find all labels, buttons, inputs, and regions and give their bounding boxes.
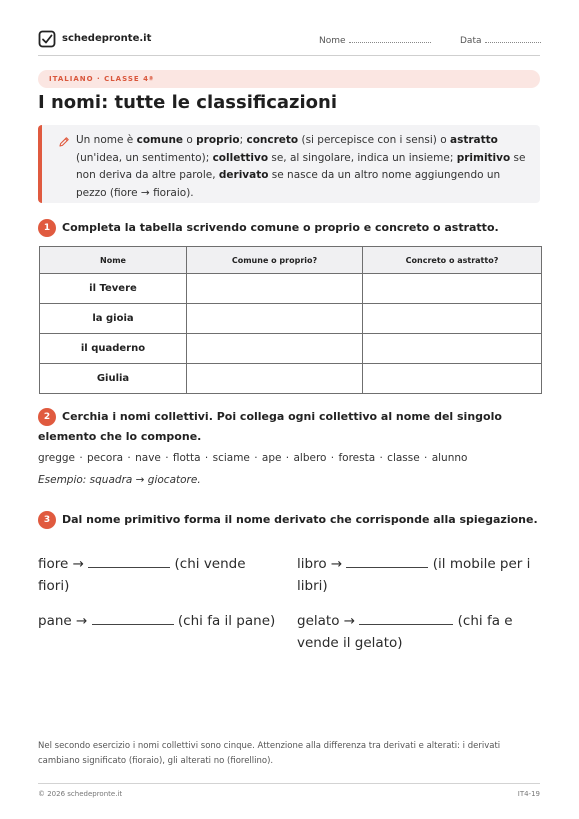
- name-blank[interactable]: [349, 35, 431, 43]
- page-footer: [38, 783, 540, 798]
- derivation-hint: (chi vende fiori): [38, 556, 246, 594]
- answer-cell[interactable]: [187, 304, 363, 334]
- word-list: gregge · pecora · nave · flotta · sciame · ape · albero · foresta · classe · alunno: [38, 452, 468, 464]
- answer-cell[interactable]: [363, 364, 542, 394]
- page-title: I nomi: tutte le classificazioni: [38, 92, 338, 113]
- exercise-3-text: Dal nome primitivo forma il nome derivato che corrisponde alla spiegazione.: [62, 513, 538, 526]
- column-header: Comune o proprio?: [187, 247, 363, 274]
- noun-cell: la gioia: [40, 304, 187, 334]
- classification-table: [39, 246, 542, 394]
- exercise-3-heading: [38, 510, 540, 530]
- primitive-word: libro →: [297, 556, 343, 572]
- date-field[interactable]: [460, 35, 541, 46]
- table-row: [40, 334, 542, 364]
- derivation-item: [38, 610, 278, 632]
- answer-cell[interactable]: [187, 274, 363, 304]
- column-header: Concreto o astratto?: [363, 247, 542, 274]
- derivation-hint: (chi fa e vende il gelato): [297, 613, 513, 651]
- exercise-number-badge: 1: [38, 219, 56, 237]
- answer-cell[interactable]: [187, 334, 363, 364]
- answer-cell[interactable]: [363, 274, 542, 304]
- table-row: [40, 304, 542, 334]
- exercise-1-heading: [38, 218, 540, 238]
- pencil-icon: [58, 136, 70, 148]
- date-blank[interactable]: [485, 35, 541, 43]
- answer-blank[interactable]: [346, 556, 428, 568]
- exercise-1-text: Completa la tabella scrivendo comune o proprio e concreto o astratto.: [62, 221, 499, 234]
- answer-cell[interactable]: [187, 364, 363, 394]
- noun-cell: Giulia: [40, 364, 187, 394]
- primitive-word: pane →: [38, 613, 88, 629]
- primitive-word: gelato →: [297, 613, 356, 629]
- checkbox-icon: [38, 30, 56, 48]
- derivation-item: [297, 610, 547, 654]
- callout-text: Un nome è comune o proprio; concreto (si percepisce con i sensi) o astratto (un'idea, un sentimento); collettivo se, al singolare, indica un insieme; primitivo se non deriva da altre parole, derivato se nasce da un altro nome aggiungendo un pezzo (fiore → fioraio).: [76, 134, 526, 199]
- page-header: [38, 28, 540, 56]
- copyright: © 2026 schedepronte.it: [38, 790, 123, 798]
- date-label: Data: [460, 36, 482, 46]
- answer-blank[interactable]: [88, 556, 170, 568]
- derivation-item: [38, 553, 278, 597]
- derivation-hint: (chi fa il pane): [177, 613, 276, 629]
- table-row: [40, 364, 542, 394]
- derivation-hint: (il mobile per i libri): [297, 556, 531, 594]
- name-label: Nome: [319, 36, 346, 46]
- answer-blank[interactable]: [92, 613, 174, 625]
- example-text: Esempio: squadra → giocatore.: [38, 474, 201, 486]
- answer-cell[interactable]: [363, 304, 542, 334]
- table-row: [40, 274, 542, 304]
- teacher-note: Nel secondo esercizio i nomi collettivi sono cinque. Attenzione alla differenza tra derivati e alterati: i derivati cambiano significato (fioraio), gli alterati no (fiorellino).: [38, 741, 501, 766]
- sheet-code: IT4-19: [517, 790, 540, 798]
- subject-tag: ITALIANO · CLASSE 4ª: [38, 70, 540, 88]
- column-header: Nome: [40, 247, 187, 274]
- derivation-item: [297, 553, 547, 597]
- answer-cell[interactable]: [363, 334, 542, 364]
- exercise-2-text: Cerchia i nomi collettivi. Poi collega ogni collettivo al nome del singolo elemento che lo compone.: [38, 410, 502, 443]
- brand-name: schedepronte.it: [62, 33, 152, 44]
- exercise-number-badge: 2: [38, 408, 56, 426]
- exercise-2-heading: [38, 407, 540, 447]
- noun-cell: il quaderno: [40, 334, 187, 364]
- definition-callout: [38, 125, 540, 203]
- primitive-word: fiore →: [38, 556, 84, 572]
- answer-blank[interactable]: [359, 613, 453, 625]
- table-header-row: [40, 247, 542, 274]
- noun-cell: il Tevere: [40, 274, 187, 304]
- name-field[interactable]: [319, 35, 431, 46]
- exercise-number-badge: 3: [38, 511, 56, 529]
